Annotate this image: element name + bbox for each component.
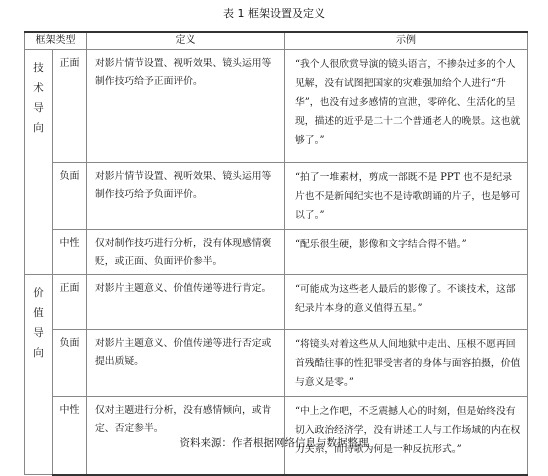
sub-type-cell: 正面: [53, 275, 87, 330]
example-cell: “配乐很生硬，影像和文字结合得不错。”: [285, 230, 528, 275]
table-row: [25, 275, 528, 330]
frame-definition-table: [24, 31, 528, 476]
table-row: [25, 230, 528, 275]
group-label: 价值导向: [33, 287, 44, 359]
definition-cell: 对影片情节设置、视听效果、镜头运用等制作技巧给予负面评价。: [87, 163, 285, 230]
example-cell: “我个人很欣赏导演的镜头语言，不掺杂过多的个人见解，没有试图把国家的灾难强加给个人进行“升华”，也没有过多感情的宣泄，零碎化、生活化的呈现，描述的近乎是二十二个普通老人的晚景。这也就够了。”: [285, 50, 528, 163]
definition-cell: 对影片情节设置、视听效果、镜头运用等制作技巧给予正面评价。: [87, 50, 285, 163]
table-row: [25, 50, 528, 163]
table-row: [25, 163, 528, 230]
definition-cell: 仅对制作技巧进行分析，没有体现感情褒贬，或正面、负面评价参半。: [87, 230, 285, 275]
example-cell: “将镜头对着这些从人间地狱中走出、压根不愿再回首残酷往事的性犯罪受害者的身体与面容拍摄，价值与意义是零。”: [285, 330, 528, 397]
header-frame-type: 框架类型: [25, 32, 87, 50]
table-row: [25, 330, 528, 397]
header-definition: 定义: [87, 32, 285, 50]
example-cell: “可能成为这些老人最后的影像了。不谈技术，这部纪录片本身的意义值得五星。”: [285, 275, 528, 330]
header-example: 示例: [285, 32, 528, 50]
table-header-row: [25, 32, 528, 50]
definition-cell: 仅对主题进行分析，没有感情倾向，或肯定、否定参半。: [87, 397, 285, 475]
sub-type-cell: 中性: [53, 230, 87, 275]
sub-type-cell: 正面: [53, 50, 87, 163]
sub-type-cell: 负面: [53, 163, 87, 230]
definition-cell: 对影片主题意义、价值传递等进行肯定。: [87, 275, 285, 330]
definition-cell: 对影片主题意义、价值传递等进行否定或提出质疑。: [87, 330, 285, 397]
sub-type-cell: 中性: [53, 397, 87, 475]
sub-type-cell: 负面: [53, 330, 87, 397]
table-title: 表 1 框架设置及定义: [223, 7, 325, 20]
group-label: 技术导向: [33, 62, 44, 134]
source-note: 资料来源：作者根据网络信息与数据整理: [179, 437, 369, 449]
group-cell-technique: [25, 50, 53, 275]
example-cell: “中上之作吧，不乏震撼人心的时刻，但是始终没有切入政治经济学，没有讲述工人与工作场域的内在权力关系，而诗歌为何是一种反抗形式。”: [285, 397, 528, 475]
example-cell: “拍了一堆素材，剪成一部既不是 PPT 也不是纪录片也不是新闻纪实也不是诗歌朗诵的片子，也是够可以了。”: [285, 163, 528, 230]
